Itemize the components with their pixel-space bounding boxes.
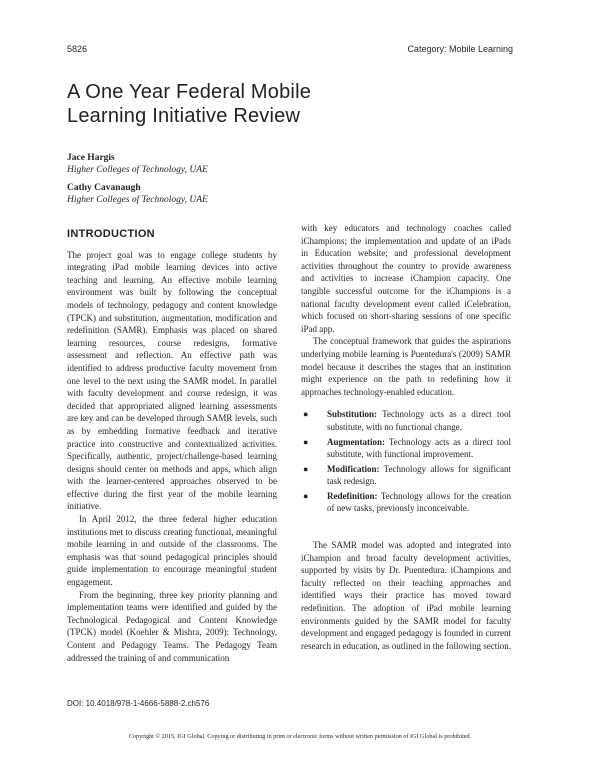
list-text: Technology allows for the creation of new tasks, previously inconceivable. [327,490,512,514]
list-text: Technology allows for significant task redesign. [327,463,511,487]
paragraph: In April 2012, the three federal higher education institutions met to discuss creating functional, meaningful mobile learning in and outside of the classrooms. The emphasis was that sound pedagogical principles should guide implementation to encourage meaningful student engagement. [67,514,277,588]
list-term: Substitution: [327,409,378,420]
bullet-icon: ● [303,436,309,447]
list-text: Technology acts as a direct tool substitute, with functional improvement. [327,436,511,460]
page-number: 5826 [67,44,88,54]
title-line-2: Learning Initiative Review [67,105,301,127]
author-affiliation: Higher Colleges of Technology, UAE [67,165,208,175]
list-term: Modification: [327,463,380,474]
samr-list [301,408,511,515]
category-label: Category: Mobile Learning [407,44,513,54]
list-item [301,463,511,488]
paragraph: The project goal was to engage college students by integrating iPad mobile learning devices into active teaching and learning. An effective mobile learning environment was built by following the conceptual models of technology, pedagogy and content knowledge (TPCK) and substitution, augmentation, modification and redefinition (SAMR). Emphasis was placed on shared learning resources, course redesigns, formative assessment and reflection. An effective path was identified to address productive faculty movement from one level to the next using the SAMR model. In parallel with faculty development and course redesign, it was decided that appropriated aligned learning assessments are key and can be developed through SAMR levels, such as by embedding formative feedback and iterative practice into constructive and contextualized activities. Specifically, authentic, project/challenge-based learning designs should center on methods and apps, which align with the learner-centered approaches observed to be effective during the first year of the mobile learning initiative. [67,249,277,512]
paragraph: The SAMR model was adopted and integrated into iChampion and broad faculty development activities, supported by visits by Dr. Puentedura. iChampions and faculty reflected on their teaching approaches and identified ways their practice has moved toward redefinition. The adoption of iPad mobile learning environments guided by the SAMR model for faculty development and engaged pedagogy is founded in current research in education, as outlined in the following section. [301,540,511,651]
paragraph: with key educators and technology coaches called iChampions; the implementation and update of an iPads in Education website; and professional development activities throughout the country to provide awareness and activities to increase iChampion capacity. One tangible successful outcome for the iChampions is a national faculty development event called iCelebration, which focused on short-sharing sessions of one specific iPad app. [301,223,511,334]
list-term: Augmentation: [327,436,385,447]
right-column [301,222,511,652]
spacer [301,525,511,539]
author-block-1 [67,152,208,176]
list-item [301,408,511,433]
bullet-icon: ● [303,463,309,474]
bullet-icon: ● [303,409,309,420]
section-heading: INTRODUCTION [67,228,155,240]
left-column [67,228,277,664]
list-item [301,436,511,461]
author-block-2 [67,182,208,206]
author-affiliation: Higher Colleges of Technology, UAE [67,195,208,205]
list-item [301,490,511,515]
article-title [67,80,487,128]
doi-link[interactable]: DOI: 10.4018/978-1-4666-5888-2.ch576 [67,699,210,708]
bullet-icon: ● [303,490,309,501]
paragraph: The conceptual framework that guides the aspirations underlying mobile learning is Puentedura's (2009) SAMR model because it describes the stages that an institution might experience on the path to redefining how it approaches technology-enabled education. [301,336,511,397]
paragraph: From the beginning, three key priority planning and implementation teams were identified and guided by the Technological Pedagogical and Content Knowledge (TPCK) model (Koehler & Mishra, 2009): Technology, Content and Pedagogy Teams. The Pedagogy Team addressed the training of and communication [67,589,277,663]
list-text: Technology acts as a direct tool substitute, with no functional change. [327,409,511,432]
author-name: Cathy Cavanaugh [67,183,141,193]
title-line-1: A One Year Federal Mobile [67,81,312,103]
copyright-notice: Copyright © 2015, IGI Global. Copying or distributing in print or electronic forms without written permission of IGI Global is prohibited. [128,733,472,740]
list-term: Redefinition: [327,490,378,501]
author-name: Jace Hargis [67,153,115,163]
